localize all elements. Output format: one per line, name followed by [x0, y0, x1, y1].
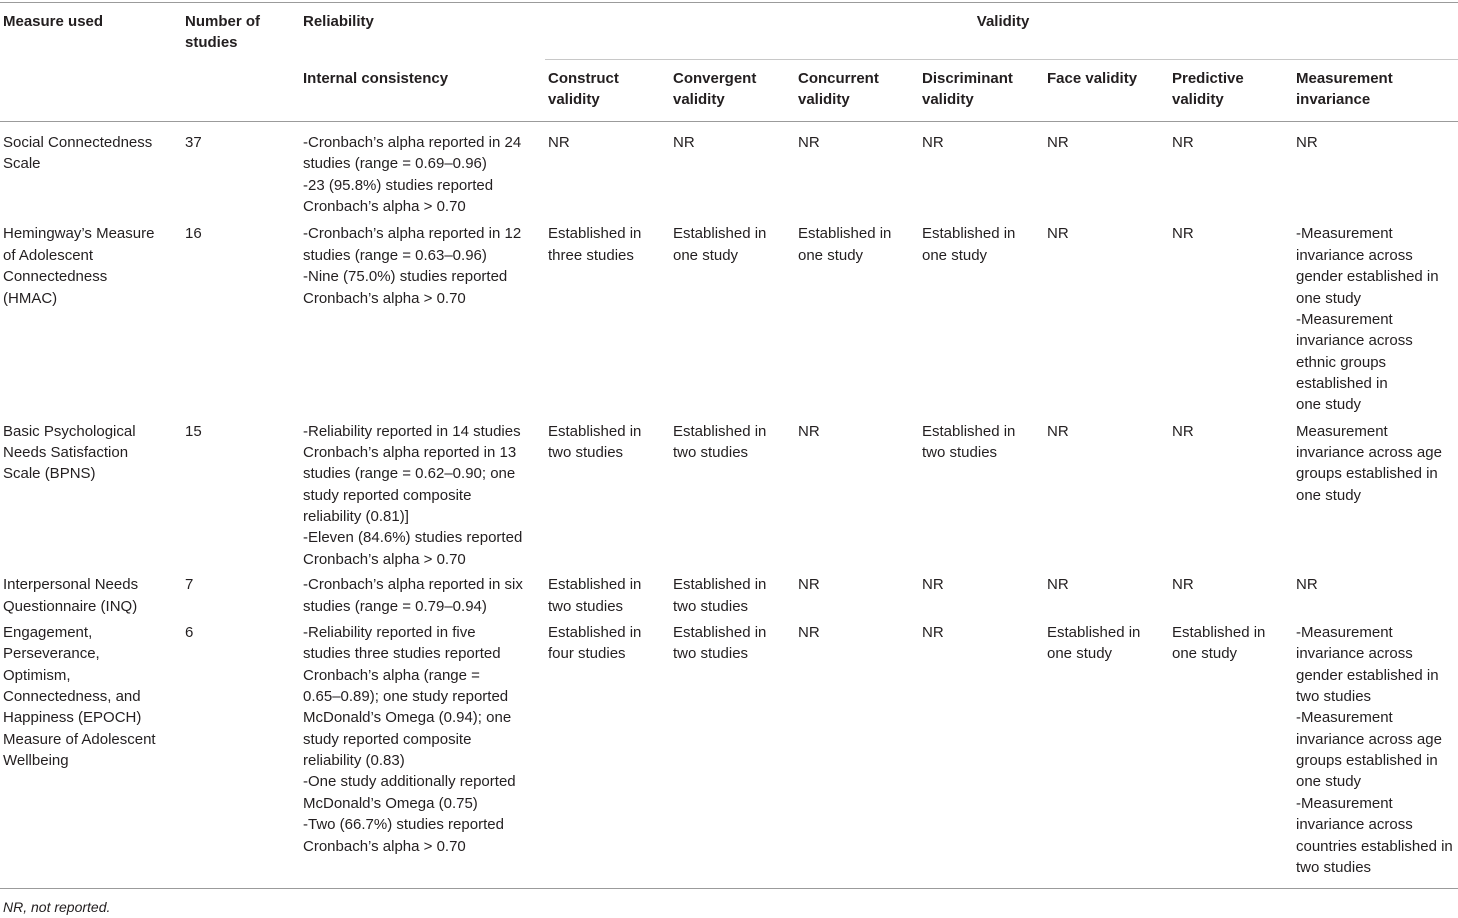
cell-predictive-validity: NR	[1172, 134, 1194, 151]
cell-internal-consistency: -Reliability reported in 14 studies Cronbach’s alpha reported in 13 studies (range = 0.62–0.90; one study reported composite reliability (0.81)] -Eleven (84.6%) studies reported Cronbach’s alpha > 0.70	[303, 422, 523, 568]
cell-convergent-validity: Established in two studies	[673, 576, 767, 615]
cell-face-validity: NR	[1047, 576, 1069, 594]
table-row	[0, 416, 1458, 571]
cell-face-validity: NR	[1047, 134, 1069, 151]
cell-measure: Basic Psychological Needs Satisfaction Scale (BPNS)	[3, 422, 136, 483]
cell-predictive-validity: Established in one study	[1172, 623, 1266, 663]
cell-internal-consistency: -Cronbach’s alpha reported in 24 studies (range = 0.69–0.96) -23 (95.8%) studies reported Cronbach’s alpha > 0.70	[303, 134, 522, 216]
cell-number-of-studies: 6	[185, 623, 194, 641]
cell-concurrent-validity: NR	[798, 422, 820, 440]
cell-predictive-validity: NR	[1172, 225, 1194, 243]
cell-discriminant-validity: NR	[922, 134, 944, 151]
cell-convergent-validity: Established in two studies	[673, 422, 767, 462]
table-row	[0, 122, 1458, 218]
table-body	[0, 122, 1458, 889]
cell-concurrent-validity: NR	[798, 134, 820, 151]
cell-number-of-studies: 37	[185, 134, 202, 151]
cell-construct-validity: Established in two studies	[548, 422, 642, 462]
cell-number-of-studies: 7	[185, 576, 194, 594]
cell-convergent-validity: NR	[673, 134, 695, 151]
cell-measure: Social Connectedness Scale	[3, 134, 153, 173]
cell-measure: Interpersonal Needs Questionnaire (INQ)	[3, 576, 139, 615]
cell-discriminant-validity: NR	[922, 623, 944, 641]
cell-construct-validity: NR	[548, 134, 570, 151]
header-predictive-validity: Predictive validity	[1169, 60, 1293, 122]
cell-predictive-validity: NR	[1172, 422, 1194, 440]
cell-internal-consistency: -Cronbach’s alpha reported in six studies (range = 0.79–0.94)	[303, 576, 523, 615]
cell-concurrent-validity: NR	[798, 576, 820, 594]
cell-discriminant-validity: Established in one study	[922, 225, 1016, 264]
header-face-validity: Face validity	[1044, 60, 1169, 122]
measures-table	[0, 2, 1458, 889]
cell-internal-consistency: -Reliability reported in five studies three studies reported Cronbach’s alpha (range = 0.65–0.89); one study reported McDonald’s Omega (0.94); one study reported composite reliability (0.83) -One study additionally reported McDonald’s Omega (0.75) -Two (66.7%) studies reported Cronbach’s alpha > 0.70	[303, 623, 516, 855]
table-footnote: NR, not reported.	[3, 899, 111, 915]
cell-discriminant-validity: NR	[922, 576, 944, 594]
cell-construct-validity: Established in four studies	[548, 623, 642, 663]
header-measure-used: Measure used	[0, 3, 182, 122]
cell-measurement-invariance: -Measurement invariance across gender established in one study -Measurement invariance across ethnic groups established in one study	[1296, 225, 1439, 414]
header-convergent-validity: Convergent validity	[670, 60, 795, 122]
cell-measurement-invariance: NR	[1296, 134, 1318, 151]
cell-internal-consistency: -Cronbach’s alpha reported in 12 studies (range = 0.63–0.96) -Nine (75.0%) studies reported Cronbach’s alpha > 0.70	[303, 225, 522, 307]
cell-number-of-studies: 16	[185, 225, 202, 243]
table-header	[0, 3, 1458, 122]
cell-convergent-validity: Established in two studies	[673, 623, 767, 663]
table-row	[0, 617, 1458, 889]
cell-face-validity: NR	[1047, 422, 1069, 440]
header-internal-consistency: Internal consistency	[300, 60, 545, 122]
table-row	[0, 217, 1458, 415]
header-reliability: Reliability	[303, 13, 374, 30]
header-row-top	[0, 3, 1458, 60]
cell-concurrent-validity: NR	[798, 623, 820, 641]
header-validity: Validity	[545, 3, 1458, 60]
cell-concurrent-validity: Established in one study	[798, 225, 892, 264]
cell-discriminant-validity: Established in two studies	[922, 422, 1016, 462]
cell-number-of-studies: 15	[185, 422, 202, 440]
cell-measurement-invariance: NR	[1296, 576, 1318, 594]
cell-measurement-invariance: Measurement invariance across age groups established in one study	[1296, 422, 1442, 504]
cell-face-validity: NR	[1047, 225, 1069, 243]
cell-measure: Hemingway’s Measure of Adolescent Connectedness (HMAC)	[3, 225, 155, 307]
cell-construct-validity: Established in three studies	[548, 225, 642, 264]
header-number-of-studies: Number of studies	[182, 3, 300, 122]
cell-measurement-invariance: -Measurement invariance across gender established in two studies -Measurement invariance across age groups established in one study -Measurement invariance across countries established in two studies	[1296, 623, 1453, 876]
cell-face-validity: Established in one study	[1047, 623, 1141, 663]
cell-measure: Engagement, Perseverance, Optimism, Connectedness, and Happiness (EPOCH) Measure of Adolescent Wellbeing	[3, 623, 156, 770]
header-construct-validity: Construct validity	[545, 60, 670, 122]
cell-construct-validity: Established in two studies	[548, 576, 642, 615]
header-discriminant-validity: Discriminant validity	[919, 60, 1044, 122]
cell-convergent-validity: Established in one study	[673, 225, 767, 264]
header-concurrent-validity: Concurrent validity	[795, 60, 919, 122]
table-row	[0, 570, 1458, 617]
header-measurement-invariance: Measurement invariance	[1293, 60, 1458, 122]
cell-predictive-validity: NR	[1172, 576, 1194, 594]
